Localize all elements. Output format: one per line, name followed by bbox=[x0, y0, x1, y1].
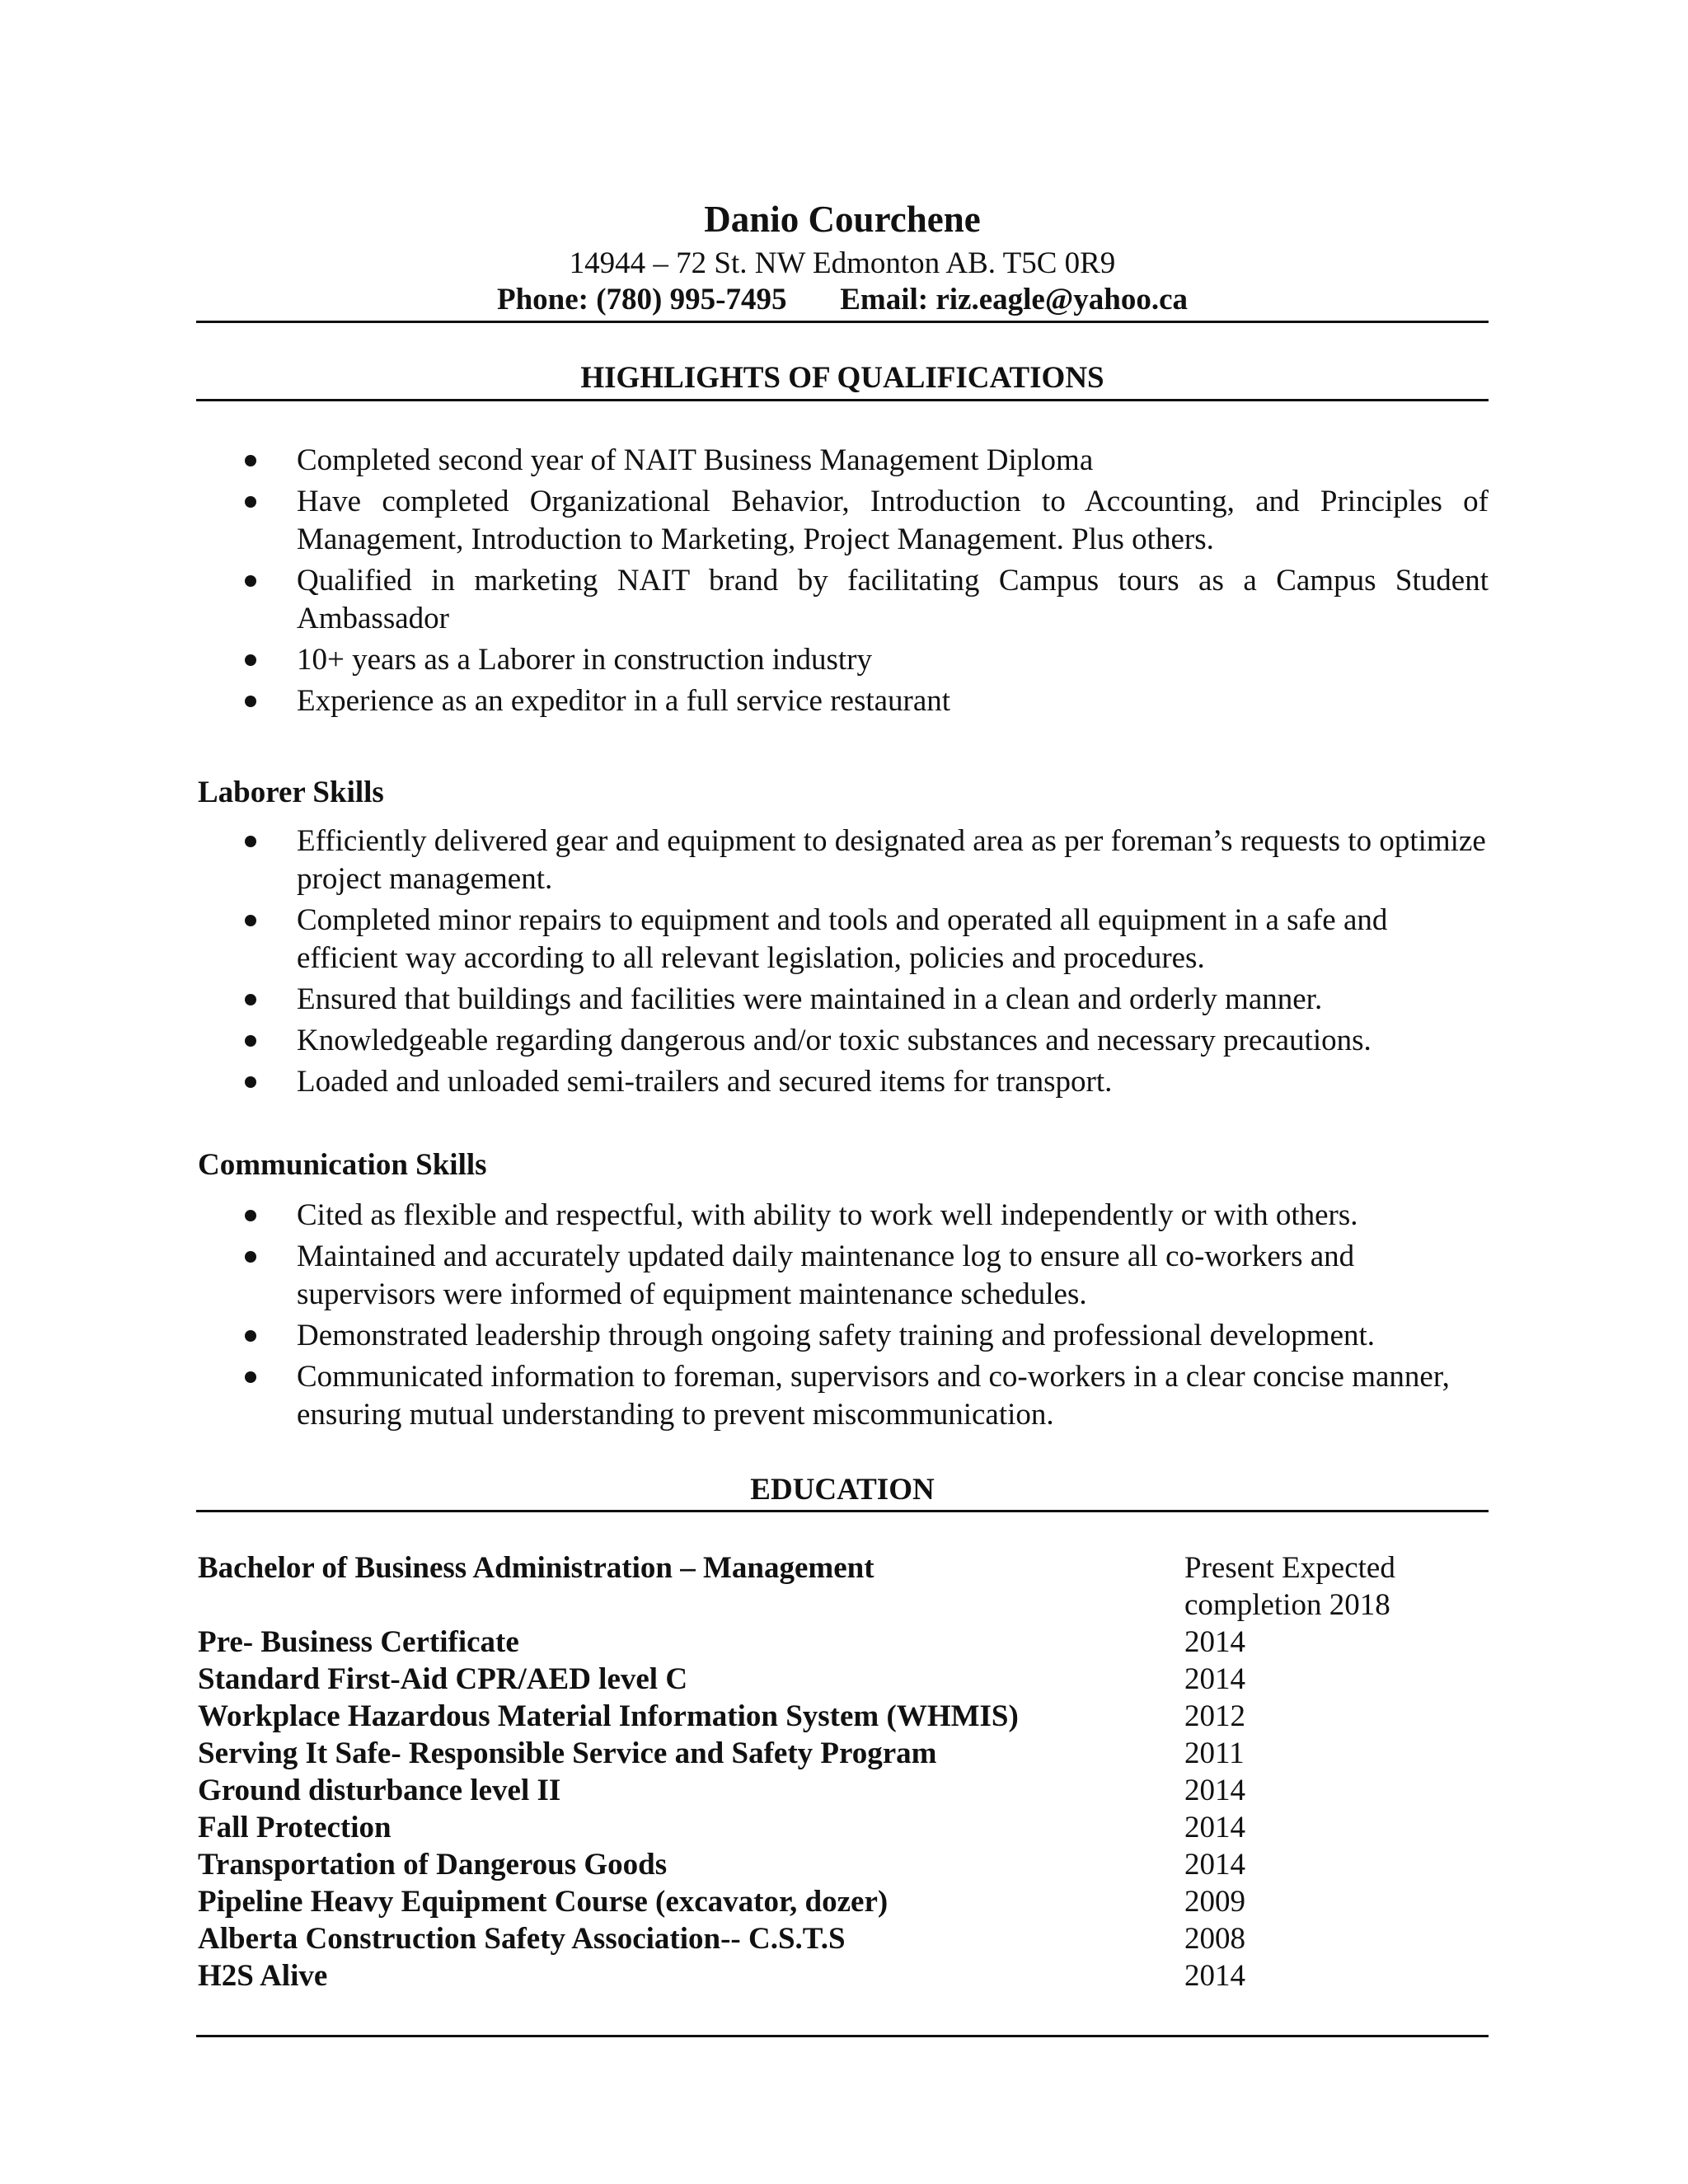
education-row bbox=[198, 1661, 1489, 1698]
list-item: Efficiently delivered gear and equipment to designated area as per foreman’s requests to optimize project management. bbox=[196, 823, 1489, 898]
list-item: Have completed Organizational Behavior, Introduction to Accounting, and Principles of Management, Introduction to Marketing, Project Management. Plus others. bbox=[196, 483, 1489, 559]
education-row bbox=[198, 1809, 1489, 1846]
bullet-icon bbox=[245, 575, 256, 587]
bullet-icon bbox=[245, 654, 256, 666]
education-heading: EDUCATION bbox=[750, 1473, 935, 1507]
bullet-icon bbox=[245, 1076, 256, 1088]
bullet-icon bbox=[245, 696, 256, 707]
bullet-icon bbox=[245, 1371, 256, 1383]
education-table bbox=[198, 1549, 1489, 1994]
education-date: 2014 bbox=[1184, 1662, 1245, 1696]
bullet-icon bbox=[245, 1251, 256, 1263]
laborer-skills-list bbox=[196, 823, 1489, 1104]
education-date: 2014 bbox=[1184, 1625, 1245, 1659]
list-item: Knowledgeable regarding dangerous and/or toxic substances and necessary precautions. bbox=[196, 1022, 1489, 1060]
list-item: Ensured that buildings and facilities were maintained in a clean and orderly manner. bbox=[196, 981, 1489, 1019]
education-row bbox=[198, 1883, 1489, 1920]
education-date: 2012 bbox=[1184, 1699, 1245, 1733]
footer-divider bbox=[196, 2035, 1489, 2037]
communication-skills-heading: Communication Skills bbox=[198, 1148, 487, 1182]
education-credential: Serving It Safe- Responsible Service and Safety Program bbox=[198, 1736, 937, 1770]
list-item: Communicated information to foreman, supervisors and co-workers in a clear concise manner, ensuring mutual understanding to prevent miscommunication. bbox=[196, 1358, 1489, 1434]
list-item: Maintained and accurately updated daily maintenance log to ensure all co-workers and supervisors were informed of equipment maintenance schedules. bbox=[196, 1238, 1489, 1314]
applicant-contact: Phone: (780) 995-7495 Email: riz.eagle@yahoo.ca bbox=[496, 283, 1188, 316]
education-credential: Ground disturbance level II bbox=[198, 1774, 561, 1807]
communication-skills-list bbox=[196, 1197, 1489, 1437]
list-item: Loaded and unloaded semi-trailers and secured items for transport. bbox=[196, 1063, 1489, 1101]
bullet-icon bbox=[245, 1035, 256, 1047]
bullet-icon bbox=[245, 455, 256, 466]
education-credential: Standard First-Aid CPR/AED level C bbox=[198, 1662, 688, 1696]
education-date: 2014 bbox=[1184, 1959, 1245, 1993]
bullet-icon bbox=[245, 496, 256, 508]
education-row bbox=[198, 1698, 1489, 1735]
education-credential: Fall Protection bbox=[198, 1811, 392, 1844]
education-credential: Pre- Business Certificate bbox=[198, 1625, 519, 1659]
education-row bbox=[198, 1735, 1489, 1772]
education-credential: H2S Alive bbox=[198, 1959, 328, 1993]
education-credential: Pipeline Heavy Equipment Course (excavator, dozer) bbox=[198, 1885, 889, 1919]
education-date: 2008 bbox=[1184, 1922, 1245, 1956]
education-credential: Bachelor of Business Administration – Management bbox=[198, 1551, 874, 1585]
applicant-address: 14944 – 72 St. NW Edmonton AB. T5C 0R9 bbox=[569, 246, 1116, 280]
education-date: 2014 bbox=[1184, 1811, 1245, 1844]
bullet-icon bbox=[245, 994, 256, 1005]
education-credential: Workplace Hazardous Material Information System (WHMIS) bbox=[198, 1699, 1019, 1733]
list-item: Completed second year of NAIT Business Management Diploma bbox=[196, 442, 1489, 480]
applicant-name: Danio Courchene bbox=[704, 199, 981, 240]
education-row bbox=[198, 1624, 1489, 1661]
bullet-icon bbox=[245, 1330, 256, 1342]
education-row bbox=[198, 1920, 1489, 1957]
list-item: Cited as flexible and respectful, with ability to work well independently or with others. bbox=[196, 1197, 1489, 1235]
laborer-skills-heading: Laborer Skills bbox=[198, 776, 384, 809]
education-date: 2014 bbox=[1184, 1774, 1245, 1807]
list-item: Qualified in marketing NAIT brand by facilitating Campus tours as a Campus Student Ambassador bbox=[196, 562, 1489, 638]
list-item: Completed minor repairs to equipment and tools and operated all equipment in a safe and efficient way according to all relevant legislation, policies and procedures. bbox=[196, 902, 1489, 977]
education-row bbox=[198, 1772, 1489, 1809]
education-date: Present Expected completion 2018 bbox=[1184, 1551, 1395, 1622]
bullet-icon bbox=[245, 1210, 256, 1221]
highlights-heading: HIGHLIGHTS OF QUALIFICATIONS bbox=[580, 361, 1104, 395]
education-row bbox=[198, 1957, 1489, 1994]
list-item: Experience as an expeditor in a full service restaurant bbox=[196, 682, 1489, 720]
education-credential: Alberta Construction Safety Association-- C.S.T.S bbox=[198, 1922, 846, 1956]
bullet-icon bbox=[245, 836, 256, 847]
education-date: 2011 bbox=[1184, 1736, 1245, 1770]
education-divider bbox=[196, 1510, 1489, 1512]
education-row bbox=[198, 1846, 1489, 1883]
education-date: 2009 bbox=[1184, 1885, 1245, 1919]
education-credential: Transportation of Dangerous Goods bbox=[198, 1848, 668, 1882]
list-item: 10+ years as a Laborer in construction industry bbox=[196, 641, 1489, 679]
highlights-list bbox=[196, 442, 1489, 724]
highlights-divider bbox=[196, 399, 1489, 401]
bullet-icon bbox=[245, 915, 256, 926]
education-date: 2014 bbox=[1184, 1848, 1245, 1882]
education-row bbox=[198, 1549, 1489, 1624]
list-item: Demonstrated leadership through ongoing safety training and professional development. bbox=[196, 1317, 1489, 1355]
header-divider bbox=[196, 321, 1489, 323]
